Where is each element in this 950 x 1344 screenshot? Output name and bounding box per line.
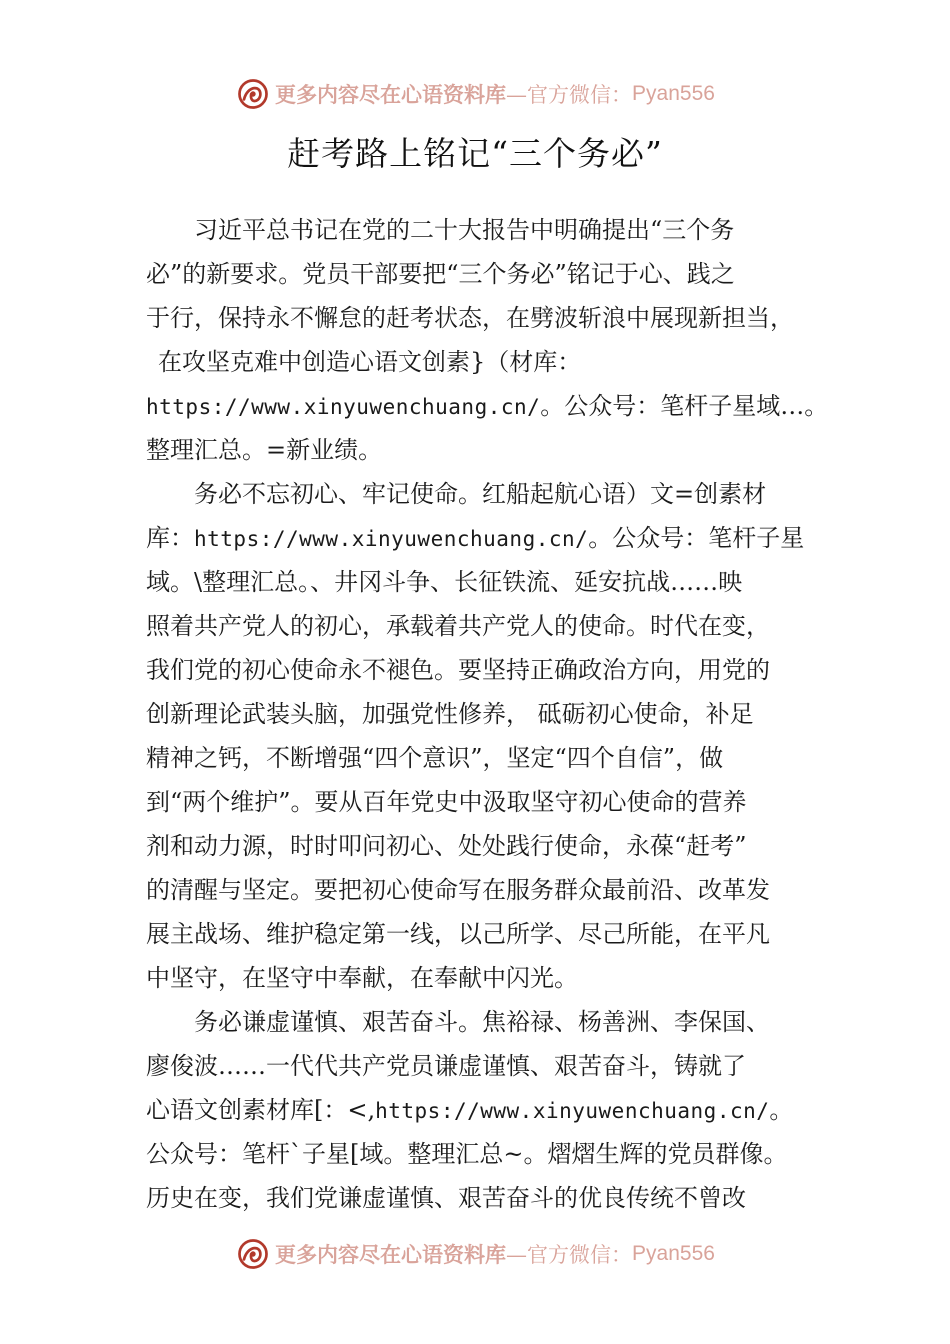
- text-line: 剂和动力源，时时叩问初心、处处践行使命，永葆“赶考”: [146, 832, 747, 860]
- text-segment: 。公众号：笔杆子星域…。: [540, 392, 829, 420]
- text-line: 务必不忘初心、牢记使命。红船起航心语）文=创素材: [194, 480, 767, 508]
- text-line: 整理汇总。=新业绩。: [146, 436, 383, 464]
- banner-sub-text: —官方微信：: [506, 1243, 633, 1267]
- text-segment: 心语文创素材库[：<,: [146, 1096, 376, 1124]
- text-line: 展主战场、维护稳定第一线，以己所学、尽己所能，在平凡: [146, 920, 770, 948]
- text-segment: 。公众号：笔杆子星: [588, 524, 805, 552]
- text-line: 公众号：笔杆`子星[域。整理汇总~。熠熠生辉的党员群像。: [146, 1140, 788, 1168]
- text-line: 在攻坚克难中创造心语文创素}（材库：: [158, 348, 582, 376]
- page-title: 赶考路上铭记“三个务必”: [287, 134, 663, 173]
- url-text: https://www.xinyuwenchuang.cn/: [194, 527, 589, 551]
- banner-wechat-id: Pyan556: [632, 82, 715, 105]
- url-text: https://www.xinyuwenchuang.cn/: [146, 395, 541, 419]
- text-line: 的清醒与坚定。要把初心使命写在服务群众最前沿、改革发: [146, 876, 770, 904]
- text-line: 必”的新要求。党员干部要把“三个务必”铭记于心、践之: [146, 260, 735, 288]
- footer-banner: [0, 1232, 950, 1276]
- text-line: [146, 516, 836, 560]
- text-line: 我们党的初心使命永不褪色。要坚持正确政治方向，用党的: [146, 656, 770, 684]
- text-segment: 。: [769, 1096, 794, 1124]
- banner-wechat-id: Pyan556: [632, 1242, 715, 1265]
- swirl-logo-icon: [235, 1236, 271, 1272]
- banner-main-text: 更多内容尽在心语资料库: [275, 82, 507, 107]
- text-line: 务必谦虚谨慎、艰苦奋斗。焦裕禄、杨善洲、李保国、: [194, 1008, 770, 1036]
- header-banner: [0, 72, 950, 116]
- text-segment: 库：: [146, 524, 194, 552]
- text-line: 于行，保持永不懈怠的赶考状态，在劈波斩浪中展现新担当，: [146, 304, 794, 332]
- text-line: 域。\整理汇总。、井冈斗争、长征铁流、延安抗战……映: [146, 568, 743, 596]
- text-line: 照着共产党人的初心，承载着共产党人的使命。时代在变，: [146, 612, 770, 640]
- swirl-logo-icon: [235, 76, 271, 112]
- text-line: 精神之钙，不断增强“四个意识”，坚定“四个自信”，做: [146, 744, 724, 772]
- article-body: [146, 208, 836, 1220]
- text-line: [146, 384, 836, 428]
- text-line: 中坚守，在坚守中奉献，在奉献中闪光。: [146, 964, 578, 992]
- text-line: 习近平总书记在党的二十大报告中明确提出“三个务: [194, 216, 735, 244]
- banner-sub-text: —官方微信：: [506, 83, 633, 107]
- text-line: 廖俊波……一代代共产党员谦虚谨慎、艰苦奋斗，铸就了: [146, 1052, 746, 1080]
- text-line: 历史在变，我们党谦虚谨慎、艰苦奋斗的优良传统不曾改: [146, 1184, 746, 1212]
- banner-main-text: 更多内容尽在心语资料库: [275, 1242, 507, 1267]
- url-text: https://www.xinyuwenchuang.cn/: [375, 1099, 770, 1123]
- text-line: 到“两个维护”。要从百年党史中汲取坚守初心使命的营养: [146, 788, 747, 816]
- text-line: 创新理论武装头脑，加强党性修养， 砥砺初心使命，补足: [146, 700, 754, 728]
- text-line: [146, 1088, 836, 1132]
